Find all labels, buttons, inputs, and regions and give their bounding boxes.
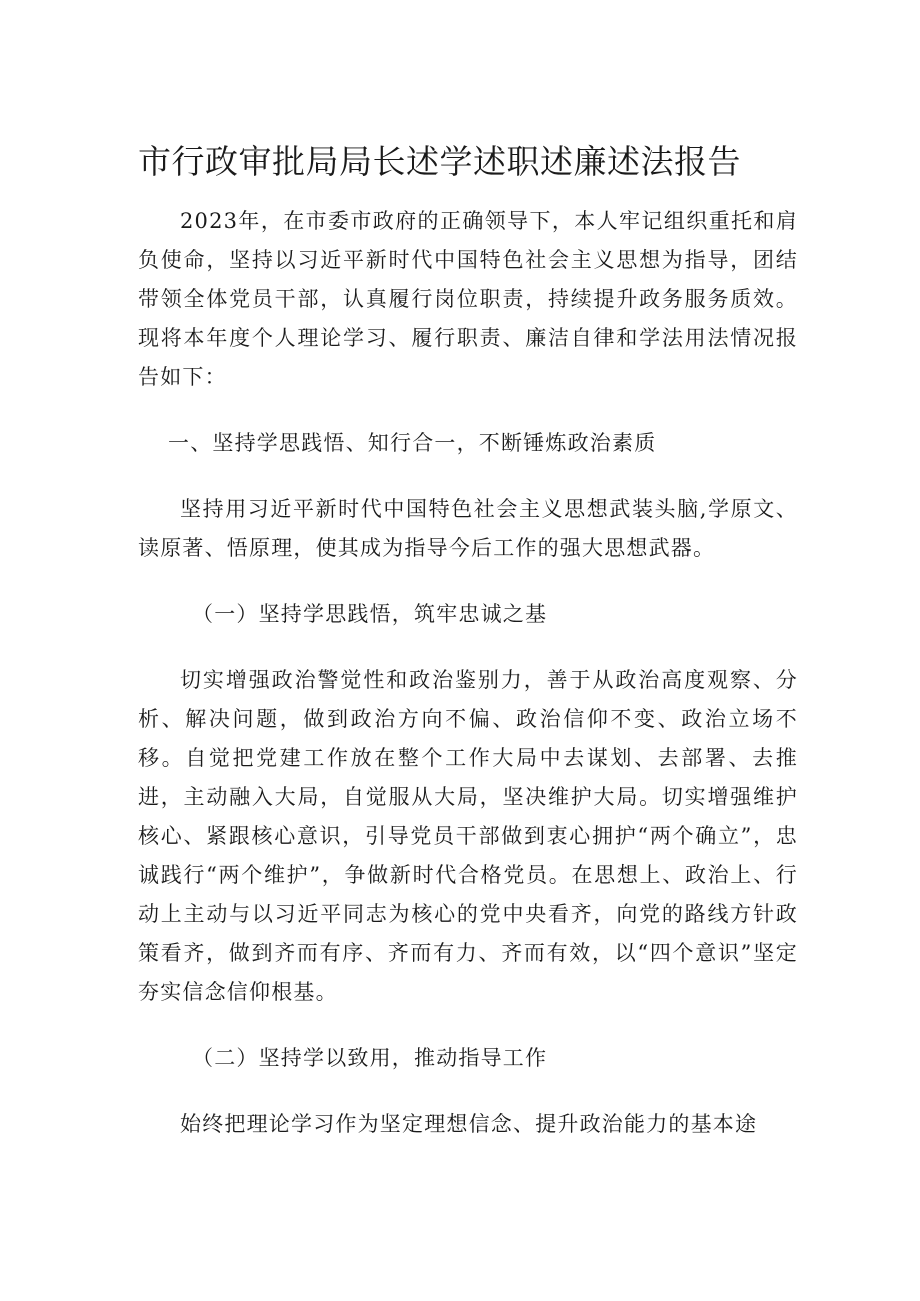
paragraph-subsection-1: 切实增强政治警觉性和政治鉴别力，善于从政治高度观察、分析、解决问题，做到政治方向不偏、政治信仰不变、政治立场不移。自觉把党建工作放在整个工作大局中去谋划、去部署、去推进，主动融入大局，自觉服从大局，坚决维护大局。切实增强维护核心、紧跟核心意识，引导党员干部做到衷心拥护“两个确立”，忠诚践行“两个维护”，争做新时代合格党员。在思想上、政治上、行动上主动与以习近平同志为核心的党中央看齐，向党的路线方针政策看齐，做到齐而有序、齐而有力、齐而有效，以“四个意识”坚定夯实信念信仰根基。 bbox=[138, 668, 798, 1004]
document-body bbox=[138, 202, 798, 1144]
paragraph-section-1: 坚持用习近平新时代中国特色社会主义思想武装头脑,学原文、读原著、悟原理，使其成为指导今后工作的强大思想武器。 bbox=[138, 497, 798, 560]
subsection-heading-1: （一）坚持学思践悟，筑牢忠诚之基 bbox=[192, 602, 548, 626]
paragraph-subsection-2: 始终把理论学习作为坚定理想信念、提升政治能力的基本途 bbox=[180, 1112, 758, 1136]
paragraph-intro: 2023年，在市委市政府的正确领导下，本人牢记组织重托和肩负使命，坚持以习近平新时代中国特色社会主义思想为指导，团结带领全体党员干部，认真履行岗位职责，持续提升政务服务质效。现将本年度个人理论学习、履行职责、廉洁自律和学法用法情况报告如下： bbox=[138, 209, 798, 389]
subsection-heading-2: （二）坚持学以致用，推动指导工作 bbox=[192, 1046, 548, 1070]
section-heading-1: 一、坚持学思践悟、知行合一，不断锤炼政治素质 bbox=[168, 431, 657, 455]
document-title: 市行政审批局局长述学述职述廉述法报告 bbox=[138, 142, 741, 181]
